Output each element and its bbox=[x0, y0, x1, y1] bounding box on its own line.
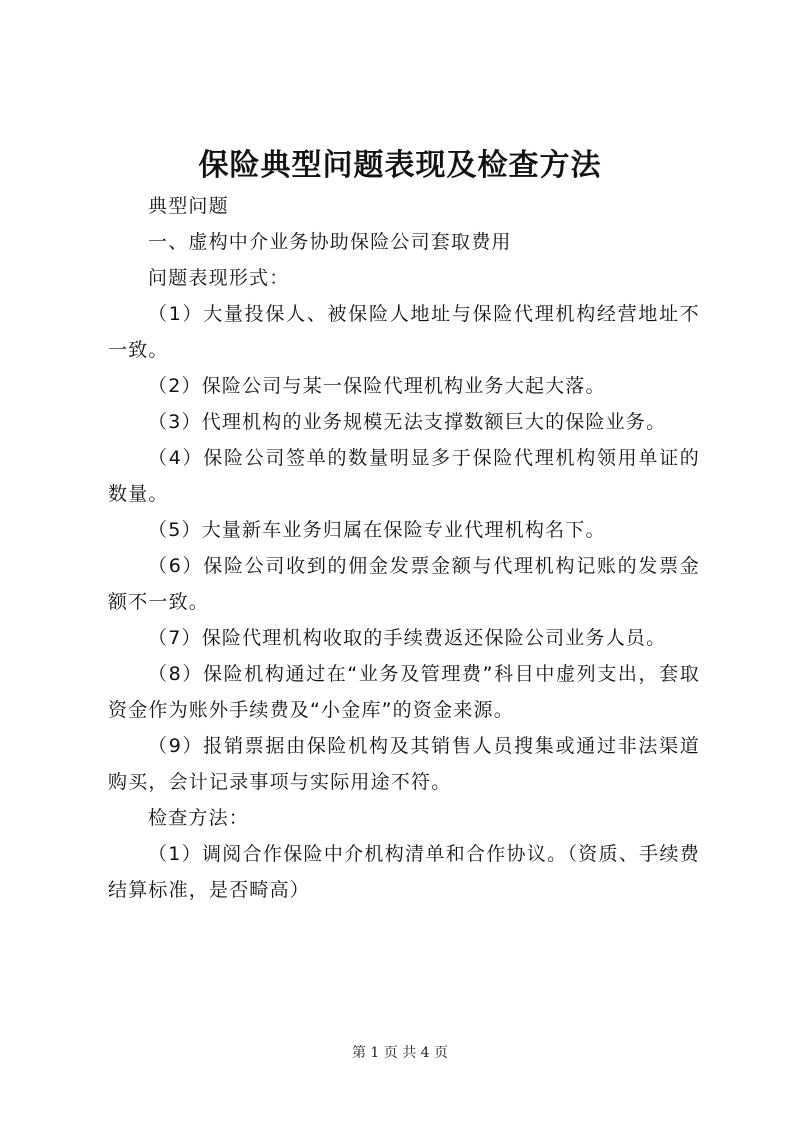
issue-heading-1: 一、虚构中介业务协助保险公司套取费用 bbox=[148, 231, 512, 253]
manifestation-item-6: （6）保险公司收到的佣金发票金额与代理机构记账的发票金额不一致。 bbox=[108, 555, 700, 613]
section-heading-typical-issues: 典型问题 bbox=[148, 195, 229, 217]
subheading-inspection-methods: 检查方法： bbox=[148, 807, 250, 829]
document-title: 保险典型问题表现及检查方法 bbox=[198, 148, 602, 183]
page-footer: 第 1 页 共 4 页 bbox=[351, 1045, 449, 1061]
inspection-method-item-1: （1）调阅合作保险中介机构清单和合作协议。（资质、手续费结算标准，是否畸高） bbox=[108, 843, 700, 901]
manifestation-item-4: （4）保险公司签单的数量明显多于保险代理机构领用单证的数量。 bbox=[108, 447, 700, 505]
document-body bbox=[108, 188, 700, 908]
subheading-manifestations: 问题表现形式： bbox=[148, 267, 290, 289]
manifestation-item-3: （3）代理机构的业务规模无法支撑数额巨大的保险业务。 bbox=[148, 411, 667, 433]
manifestation-item-2: （2）保险公司与某一保险代理机构业务大起大落。 bbox=[148, 375, 606, 397]
manifestation-item-1: （1）大量投保人、被保险人地址与保险代理机构经营地址不一致。 bbox=[108, 303, 700, 361]
manifestation-item-5: （5）大量新车业务归属在保险专业代理机构名下。 bbox=[148, 519, 606, 541]
manifestation-item-7: （7）保险代理机构收取的手续费返还保险公司业务人员。 bbox=[148, 627, 667, 649]
manifestation-item-8: （8）保险机构通过在“业务及管理费”科目中虚列支出，套取资金作为账外手续费及“小金库”的资金来源。 bbox=[108, 663, 700, 721]
manifestation-item-9: （9）报销票据由保险机构及其销售人员搜集或通过非法渠道购买，会计记录事项与实际用途不符。 bbox=[108, 735, 700, 793]
